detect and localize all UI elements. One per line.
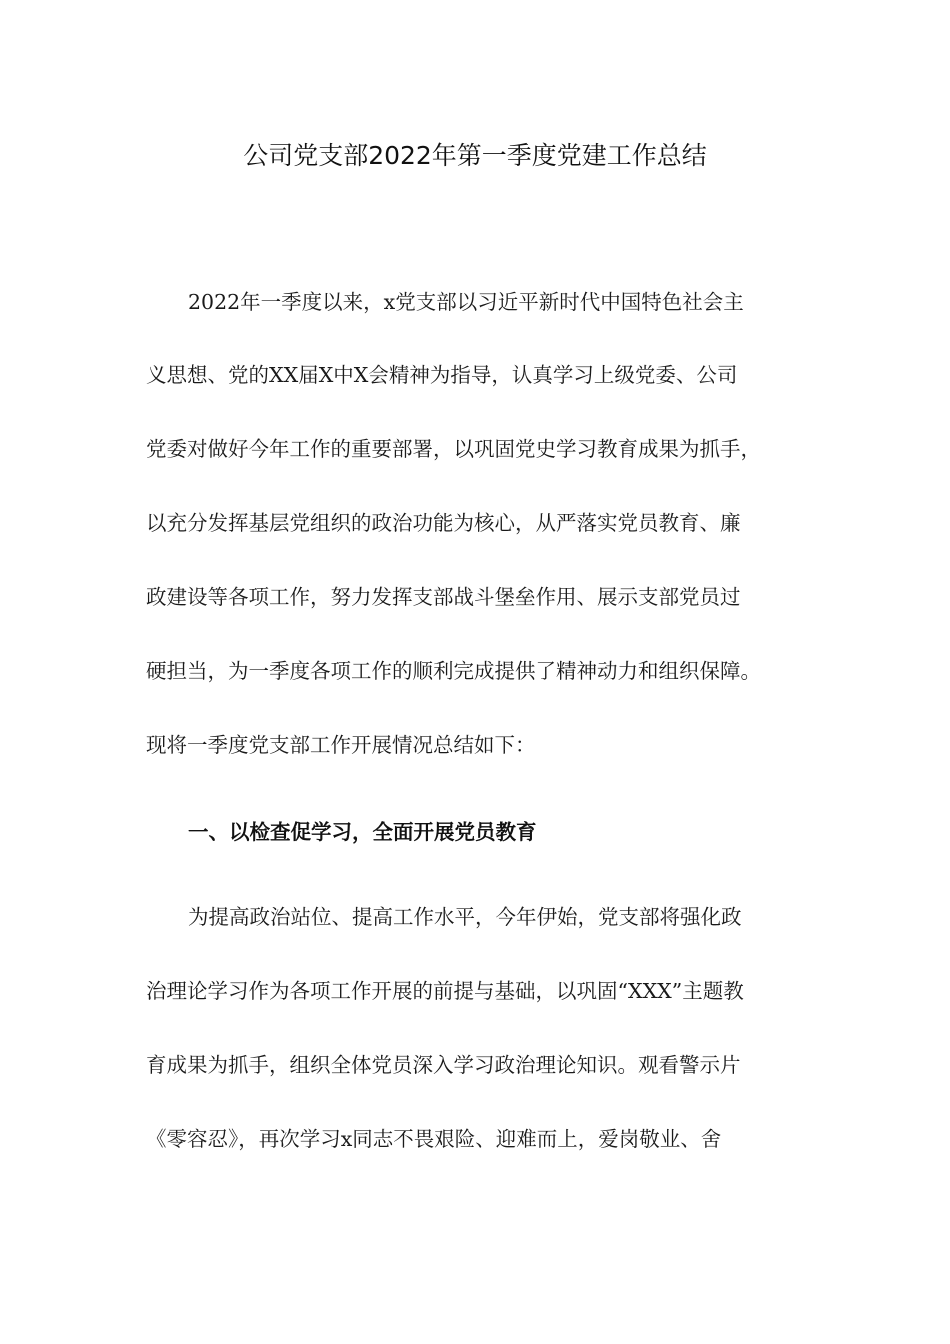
section-1-line-1: 为提高政治站位、提高工作水平，今年伊始，党支部将强化政: [188, 905, 742, 929]
intro-line-2: 义思想、党的XX届X中X会精神为指导，认真学习上级党委、公司: [146, 363, 738, 387]
section-1-line-2: 治理论学习作为各项工作开展的前提与基础，以巩固“XXX”主题教: [146, 979, 744, 1003]
section-1-heading: 一、以检查促学习，全面开展党员教育: [188, 820, 537, 844]
intro-line-3: 党委对做好今年工作的重要部署，以巩固党史学习教育成果为抓手，: [146, 437, 761, 461]
intro-line-6: 硬担当，为一季度各项工作的顺利完成提供了精神动力和组织保障。: [146, 659, 761, 683]
intro-line-5: 政建设等各项工作，努力发挥支部战斗堡垒作用、展示支部党员过: [146, 585, 741, 609]
section-1-line-3: 育成果为抓手，组织全体党员深入学习政治理论知识。观看警示片: [146, 1053, 741, 1077]
intro-line-7: 现将一季度党支部工作开展情况总结如下：: [146, 733, 536, 757]
intro-line-4: 以充分发挥基层党组织的政治功能为核心，从严落实党员教育、廉: [146, 511, 741, 535]
document-title: 公司党支部2022年第一季度党建工作总结: [243, 141, 707, 170]
intro-line-1: 2022年一季度以来，x党支部以习近平新时代中国特色社会主: [188, 290, 744, 314]
section-1-line-4: 《零容忍》，再次学习x同志不畏艰险、迎难而上，爱岗敬业、舍: [146, 1127, 722, 1151]
